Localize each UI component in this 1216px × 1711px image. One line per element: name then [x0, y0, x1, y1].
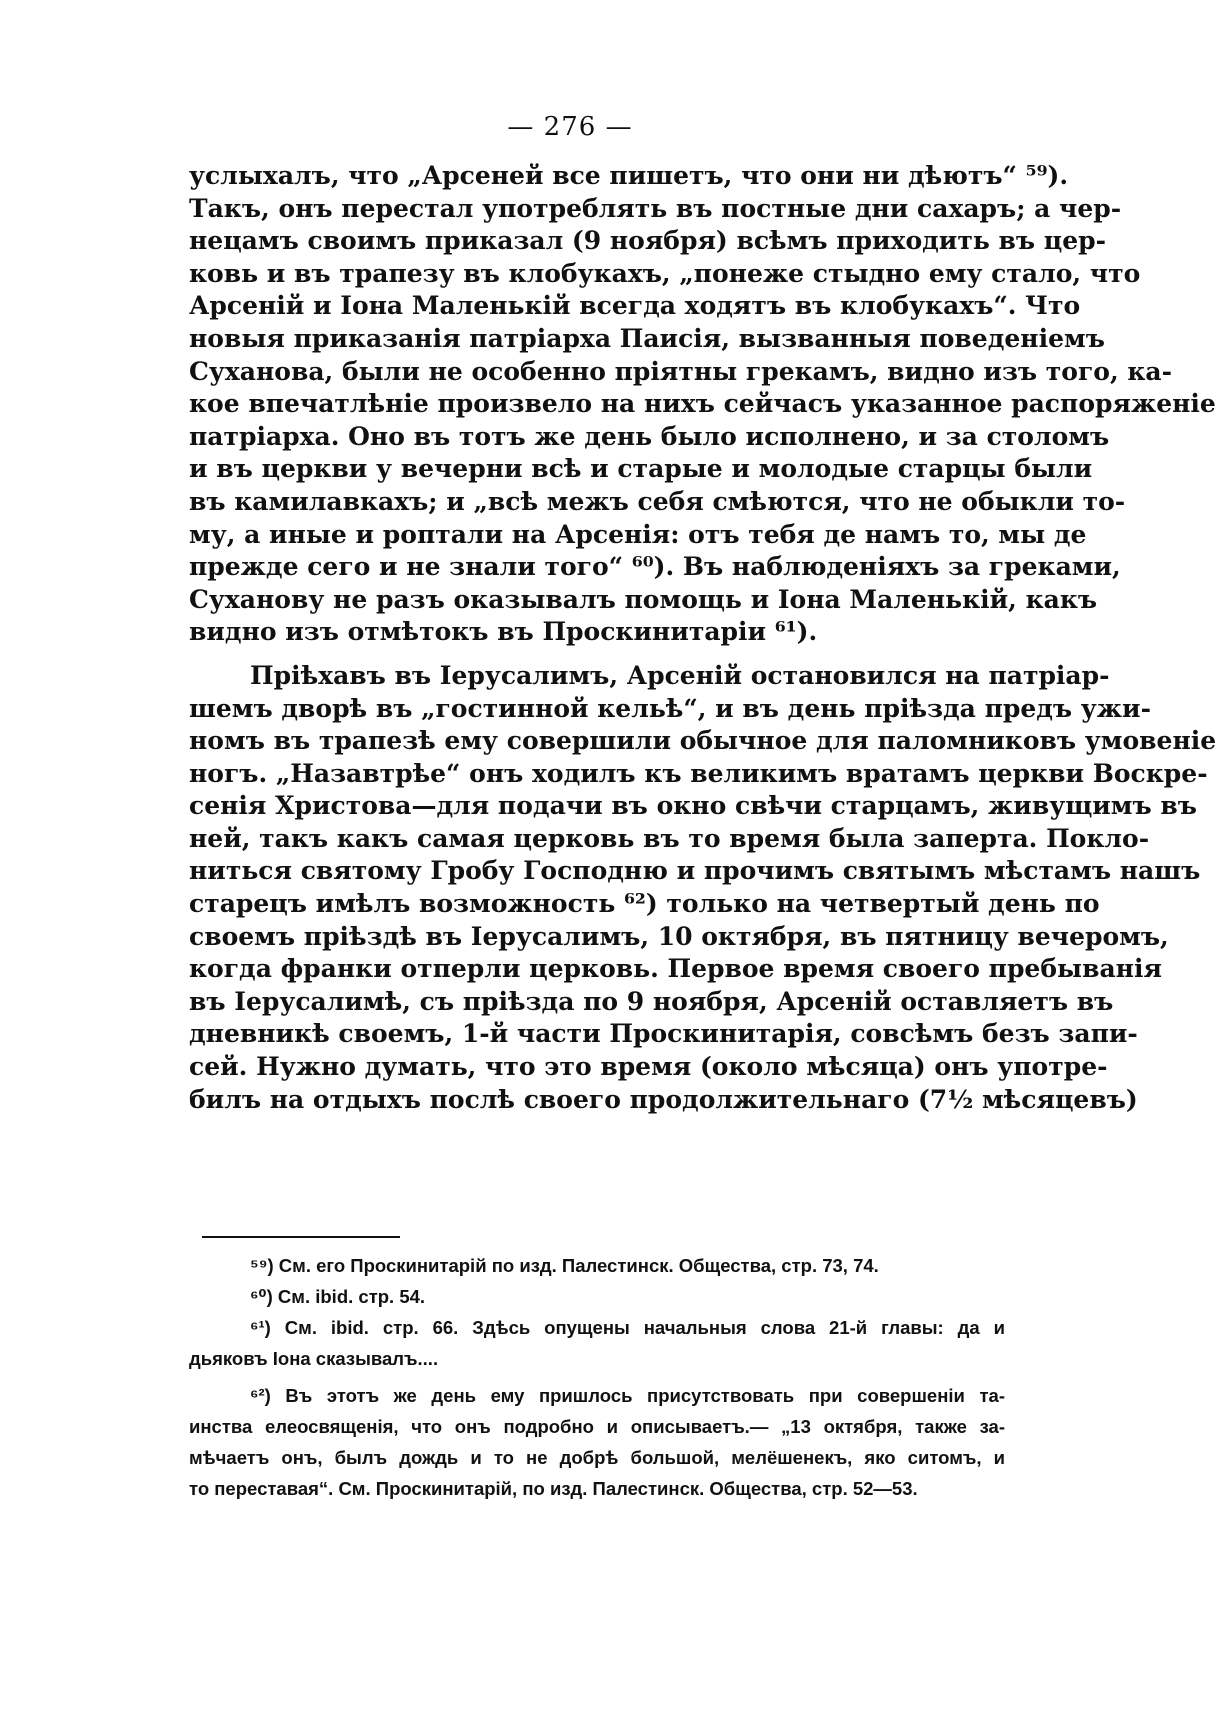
text-line: шемъ дворѣ въ „гостинной кельѣ“, и въ день пріѣзда предъ ужи- [189, 693, 1151, 723]
text-line: Суханову не разъ оказывалъ помощь и Іона Маленькій, какъ [189, 584, 1098, 614]
footnote-62-cont: инства елеосвященія, что онъ подробно и описываетъ.— „13 октября, также за- [189, 1416, 1005, 1437]
footnote-60: ⁶⁰) См. ibid. стр. 54. [250, 1286, 426, 1307]
text-line: билъ на отдыхъ послѣ своего продолжительнаго (7½ мѣсяцевъ) [189, 1084, 1138, 1114]
text-line: и въ церкви у вечерни всѣ и старые и молодые старцы были [189, 454, 1093, 484]
footnotes [189, 1250, 1005, 1504]
footnote-62-cont: мѣчаетъ онъ, былъ дождь и то не добрѣ большой, мелёшенекъ, яко ситомъ, и [189, 1447, 1005, 1468]
text-line: услыхалъ, что „Арсеней все пишетъ, что они ни дѣютъ“ ⁵⁹). [189, 161, 1069, 190]
page-number: — 276 — [507, 112, 633, 142]
text-line: новыя приказанія патріарха Паисія, вызванныя поведеніемъ [189, 323, 1105, 353]
text-line: номъ въ трапезѣ ему совершили обычное для паломниковъ умовеніе [189, 726, 1216, 756]
footnote-62: ⁶²) Въ этотъ же день ему пришлось присутствовать при совершеніи та- [250, 1385, 1005, 1406]
text-line: ней, такъ какъ самая церковь въ то время была заперта. Покло- [189, 823, 1150, 853]
text-line: Суханова, были не особенно пріятны грекамъ, видно изъ того, ка- [189, 356, 1172, 386]
text-line: кое впечатлѣніе произвело на нихъ сейчасъ указанное распоряженіе [189, 389, 1216, 419]
text-line: дневникѣ своемъ, 1-й части Проскинитарія, совсѣмъ безъ запи- [189, 1019, 1138, 1049]
footnote-divider [202, 1236, 400, 1238]
text-line: Такъ, онъ перестал употреблять въ постные дни сахаръ; а чер- [189, 193, 1122, 223]
text-line: ковь и въ трапезу въ клобукахъ, „понеже стыдно ему стало, что [189, 258, 1141, 288]
text-line: ногъ. „Назавтрѣе“ онъ ходилъ къ великимъ вратамъ церкви Воскре- [189, 758, 1208, 788]
paragraph-gap [189, 649, 1005, 660]
text-line: сей. Нужно думать, что это время (около мѣсяца) онъ употре- [189, 1052, 1108, 1082]
footnote-61-cont: дьяковъ Іона сказывалъ.... [189, 1348, 439, 1369]
footnote-61: ⁶¹) См. ibid. стр. 66. Здѣсь опущены начальныя слова 21-й главы: да и [250, 1317, 1005, 1338]
text-line: Пріѣхавъ въ Іерусалимъ, Арсеній остановился на патріар- [250, 660, 1110, 690]
text-line: сенія Христова—для подачи въ окно свѣчи старцамъ, живущимъ въ [189, 791, 1197, 821]
text-line: ниться святому Гробу Господню и прочимъ святымъ мѣстамъ нашъ [189, 856, 1201, 886]
footnote-59: ⁵⁹) См. его Проскинитарій по изд. Палестинск. Общества, стр. 73, 74. [250, 1255, 879, 1276]
text-line: въ Іерусалимѣ, съ пріѣзда по 9 ноября, Арсеній оставляетъ въ [189, 986, 1114, 1016]
text-line: въ камилавкахъ; и „всѣ межъ себя смѣются, что не обыкли то- [189, 486, 1126, 516]
text-line: прежде сего и не знали того“ ⁶⁰). Въ наблюденіяхъ за греками, [189, 552, 1121, 582]
text-line: патріарха. Оно въ тотъ же день было исполнено, и за столомъ [189, 421, 1110, 451]
text-line: Арсеній и Іона Маленькій всегда ходятъ въ клобукахъ“. Что [189, 291, 1081, 321]
text-line: видно изъ отмѣтокъ въ Проскинитаріи ⁶¹). [189, 617, 818, 647]
text-line: нецамъ своимъ приказал (9 ноября) всѣмъ приходить въ цер- [189, 226, 1106, 256]
footnote-62-cont: то переставая“. См. Проскинитарій, по изд. Палестинск. Общества, стр. 52—53. [189, 1478, 918, 1499]
text-line: когда франки отперли церковь. Первое время своего пребыванія [189, 954, 1162, 984]
text-line: му, а иные и роптали на Арсенія: отъ тебя де намъ то, мы де [189, 519, 1087, 549]
text-line: старецъ имѣлъ возможность ⁶²) только на четвертый день по [189, 889, 1100, 919]
text-line: своемъ пріѣздѣ въ Іерусалимъ, 10 октября, въ пятницу вечеромъ, [189, 921, 1169, 951]
main-text [189, 160, 1216, 1116]
